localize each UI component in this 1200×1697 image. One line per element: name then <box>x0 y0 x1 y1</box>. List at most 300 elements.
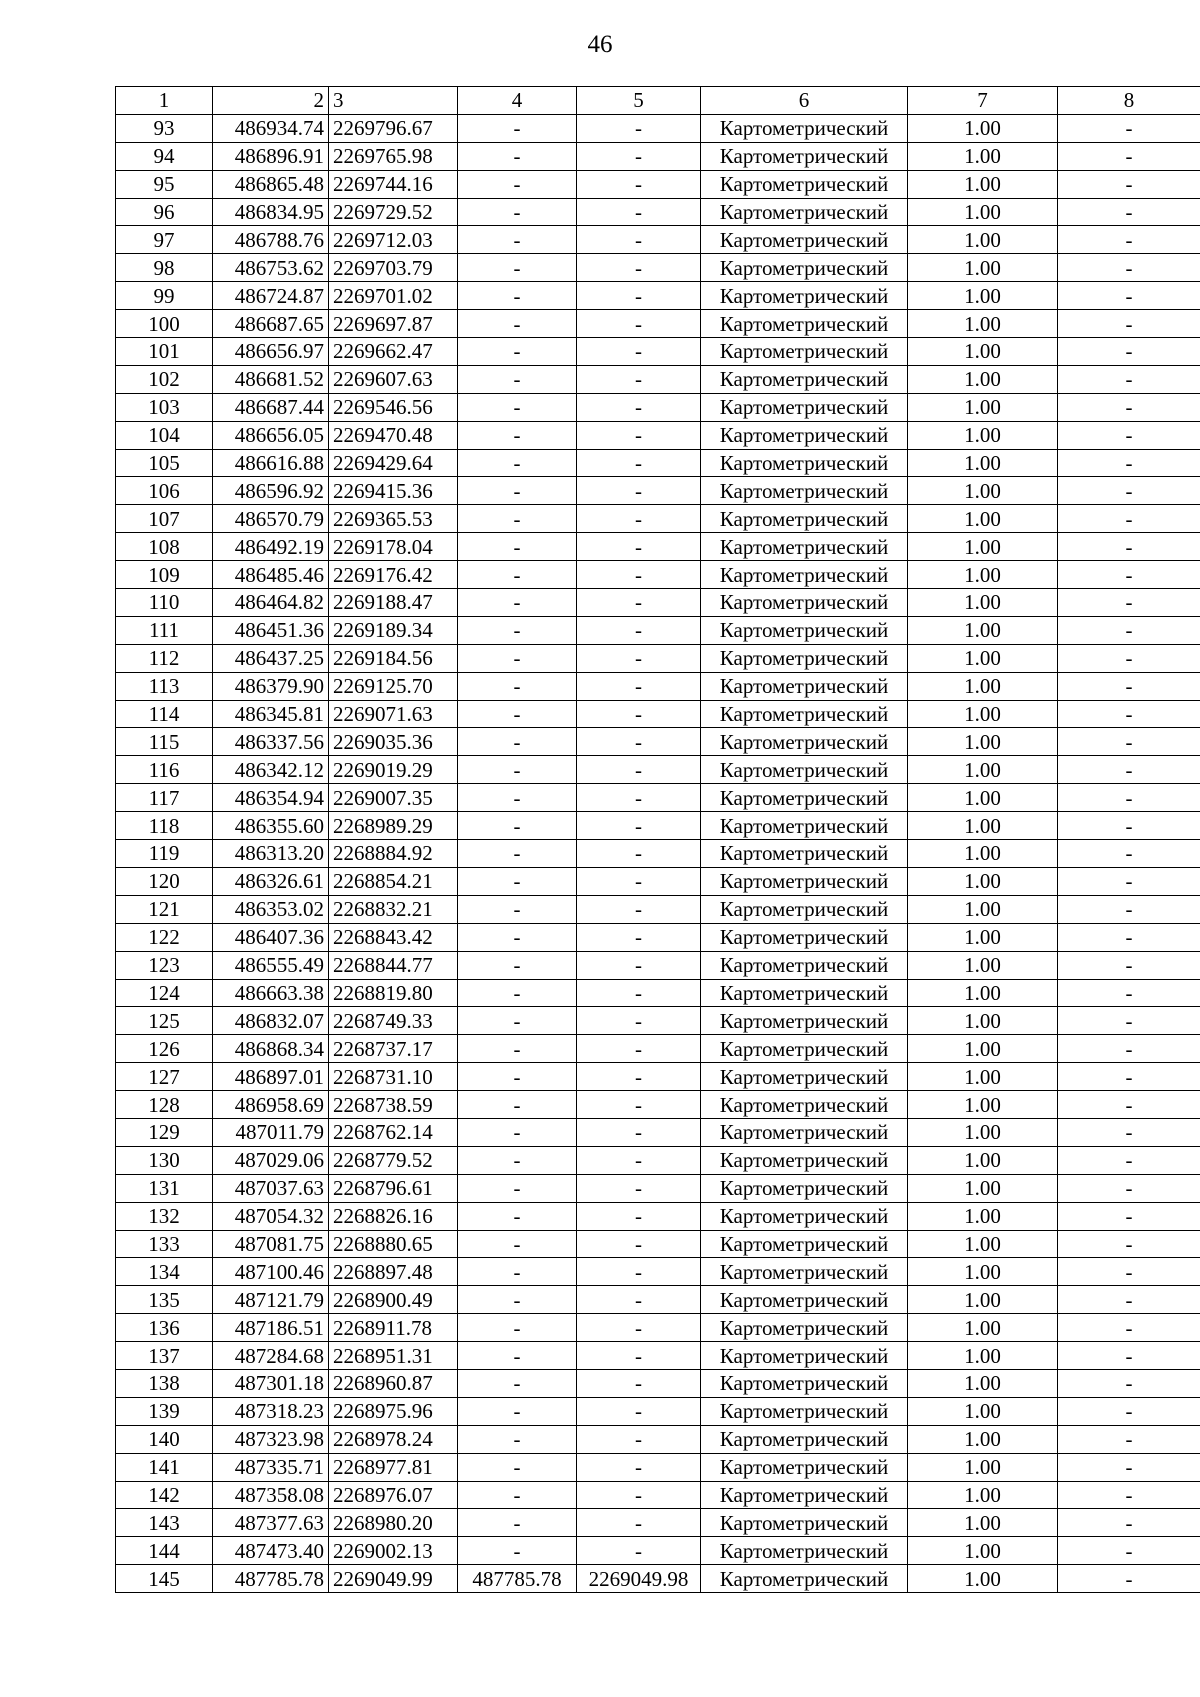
table-row <box>116 1007 1200 1035</box>
y-old-cell: - <box>577 672 701 700</box>
y-coordinate-cell: 2268980.20 <box>329 1509 458 1537</box>
point-number-cell: 136 <box>116 1314 213 1342</box>
accuracy-cell: 1.00 <box>908 365 1058 393</box>
y-old-cell: - <box>577 1063 701 1091</box>
point-number-cell: 100 <box>116 310 213 338</box>
table-row <box>116 700 1200 728</box>
table-row <box>116 282 1200 310</box>
y-coordinate-cell: 2268884.92 <box>329 840 458 868</box>
accuracy-cell: 1.00 <box>908 1035 1058 1063</box>
x-coordinate-cell: 486687.65 <box>213 310 329 338</box>
x-old-cell: - <box>458 254 577 282</box>
point-number-cell: 128 <box>116 1091 213 1119</box>
accuracy-cell: 1.00 <box>908 1342 1058 1370</box>
y-coordinate-cell: 2269035.36 <box>329 728 458 756</box>
accuracy-cell: 1.00 <box>908 1509 1058 1537</box>
accuracy-cell: 1.00 <box>908 449 1058 477</box>
table-row <box>116 226 1200 254</box>
description-cell: - <box>1058 393 1200 421</box>
x-coordinate-cell: 486407.36 <box>213 923 329 951</box>
method-cell: Картометрический <box>701 616 908 644</box>
table-row <box>116 114 1200 142</box>
accuracy-cell: 1.00 <box>908 867 1058 895</box>
description-cell: - <box>1058 421 1200 449</box>
method-cell: Картометрический <box>701 644 908 672</box>
x-old-cell: - <box>458 1146 577 1174</box>
x-old-cell: - <box>458 812 577 840</box>
point-number-cell: 134 <box>116 1258 213 1286</box>
y-old-cell: - <box>577 1202 701 1230</box>
y-coordinate-cell: 2268832.21 <box>329 895 458 923</box>
x-coordinate-cell: 486379.90 <box>213 672 329 700</box>
x-coordinate-cell: 487284.68 <box>213 1342 329 1370</box>
point-number-cell: 127 <box>116 1063 213 1091</box>
x-old-cell: - <box>458 393 577 421</box>
point-number-cell: 138 <box>116 1369 213 1397</box>
table-row <box>116 644 1200 672</box>
description-cell: - <box>1058 1342 1200 1370</box>
method-cell: Картометрический <box>701 114 908 142</box>
method-cell: Картометрический <box>701 895 908 923</box>
y-coordinate-cell: 2269607.63 <box>329 365 458 393</box>
x-coordinate-cell: 486934.74 <box>213 114 329 142</box>
point-number-cell: 112 <box>116 644 213 672</box>
accuracy-cell: 1.00 <box>908 644 1058 672</box>
point-number-cell: 101 <box>116 338 213 366</box>
method-cell: Картометрический <box>701 672 908 700</box>
y-old-cell: - <box>577 449 701 477</box>
description-cell: - <box>1058 1509 1200 1537</box>
point-number-cell: 113 <box>116 672 213 700</box>
table-row <box>116 1369 1200 1397</box>
x-coordinate-cell: 486687.44 <box>213 393 329 421</box>
accuracy-cell: 1.00 <box>908 477 1058 505</box>
x-old-cell: - <box>458 1425 577 1453</box>
accuracy-cell: 1.00 <box>908 728 1058 756</box>
description-cell: - <box>1058 533 1200 561</box>
description-cell: - <box>1058 728 1200 756</box>
table-row <box>116 951 1200 979</box>
description-cell: - <box>1058 923 1200 951</box>
table-row <box>116 979 1200 1007</box>
y-coordinate-cell: 2269697.87 <box>329 310 458 338</box>
point-number-cell: 111 <box>116 616 213 644</box>
y-coordinate-cell: 2269712.03 <box>329 226 458 254</box>
accuracy-cell: 1.00 <box>908 1118 1058 1146</box>
description-cell: - <box>1058 1035 1200 1063</box>
table-row <box>116 923 1200 951</box>
y-old-cell: 2269049.98 <box>577 1565 701 1593</box>
table-row <box>116 728 1200 756</box>
point-number-cell: 106 <box>116 477 213 505</box>
method-cell: Картометрический <box>701 477 908 505</box>
y-coordinate-cell: 2268762.14 <box>329 1118 458 1146</box>
description-cell: - <box>1058 1091 1200 1119</box>
x-coordinate-cell: 486865.48 <box>213 170 329 198</box>
y-old-cell: - <box>577 310 701 338</box>
x-coordinate-cell: 487358.08 <box>213 1481 329 1509</box>
y-coordinate-cell: 2268978.24 <box>329 1425 458 1453</box>
x-coordinate-cell: 487121.79 <box>213 1286 329 1314</box>
y-coordinate-cell: 2269546.56 <box>329 393 458 421</box>
x-coordinate-cell: 486834.95 <box>213 198 329 226</box>
point-number-cell: 104 <box>116 421 213 449</box>
y-old-cell: - <box>577 700 701 728</box>
accuracy-cell: 1.00 <box>908 616 1058 644</box>
table-row <box>116 533 1200 561</box>
table-row <box>116 1091 1200 1119</box>
point-number-cell: 140 <box>116 1425 213 1453</box>
description-cell: - <box>1058 1258 1200 1286</box>
method-cell: Картометрический <box>701 728 908 756</box>
y-coordinate-cell: 2269189.34 <box>329 616 458 644</box>
x-old-cell: - <box>458 1314 577 1342</box>
accuracy-cell: 1.00 <box>908 672 1058 700</box>
y-old-cell: - <box>577 756 701 784</box>
method-cell: Картометрический <box>701 1453 908 1481</box>
y-old-cell: - <box>577 812 701 840</box>
method-cell: Картометрический <box>701 1565 908 1593</box>
point-number-cell: 119 <box>116 840 213 868</box>
point-number-cell: 99 <box>116 282 213 310</box>
y-coordinate-cell: 2269765.98 <box>329 142 458 170</box>
x-old-cell: - <box>458 840 577 868</box>
description-cell: - <box>1058 561 1200 589</box>
method-cell: Картометрический <box>701 1314 908 1342</box>
point-number-cell: 126 <box>116 1035 213 1063</box>
x-coordinate-cell: 486681.52 <box>213 365 329 393</box>
x-old-cell: - <box>458 1202 577 1230</box>
x-old-cell: - <box>458 226 577 254</box>
y-old-cell: - <box>577 254 701 282</box>
y-coordinate-cell: 2269019.29 <box>329 756 458 784</box>
y-coordinate-cell: 2268960.87 <box>329 1369 458 1397</box>
description-cell: - <box>1058 867 1200 895</box>
y-coordinate-cell: 2268854.21 <box>329 867 458 895</box>
coordinates-table <box>115 86 1200 1593</box>
point-number-cell: 123 <box>116 951 213 979</box>
method-cell: Картометрический <box>701 365 908 393</box>
x-coordinate-cell: 486656.97 <box>213 338 329 366</box>
y-coordinate-cell: 2269729.52 <box>329 198 458 226</box>
method-cell: Картометрический <box>701 533 908 561</box>
description-cell: - <box>1058 226 1200 254</box>
x-old-cell: - <box>458 923 577 951</box>
y-old-cell: - <box>577 477 701 505</box>
x-old-cell: - <box>458 951 577 979</box>
table-row <box>116 1258 1200 1286</box>
table-row <box>116 1397 1200 1425</box>
column-header: 7 <box>908 87 1058 115</box>
y-old-cell: - <box>577 951 701 979</box>
method-cell: Картометрический <box>701 1397 908 1425</box>
x-old-cell: - <box>458 505 577 533</box>
description-cell: - <box>1058 1230 1200 1258</box>
y-old-cell: - <box>577 1258 701 1286</box>
y-old-cell: - <box>577 561 701 589</box>
method-cell: Картометрический <box>701 1342 908 1370</box>
description-cell: - <box>1058 700 1200 728</box>
column-header: 6 <box>701 87 908 115</box>
x-coordinate-cell: 487473.40 <box>213 1537 329 1565</box>
x-coordinate-cell: 486355.60 <box>213 812 329 840</box>
method-cell: Картометрический <box>701 254 908 282</box>
y-coordinate-cell: 2269365.53 <box>329 505 458 533</box>
x-old-cell: - <box>458 589 577 617</box>
y-coordinate-cell: 2268976.07 <box>329 1481 458 1509</box>
table-row <box>116 421 1200 449</box>
description-cell: - <box>1058 1286 1200 1314</box>
y-old-cell: - <box>577 895 701 923</box>
method-cell: Картометрический <box>701 1425 908 1453</box>
table-row <box>116 1035 1200 1063</box>
x-coordinate-cell: 487029.06 <box>213 1146 329 1174</box>
point-number-cell: 114 <box>116 700 213 728</box>
y-old-cell: - <box>577 1091 701 1119</box>
point-number-cell: 98 <box>116 254 213 282</box>
y-old-cell: - <box>577 1314 701 1342</box>
method-cell: Картометрический <box>701 1369 908 1397</box>
y-coordinate-cell: 2268975.96 <box>329 1397 458 1425</box>
accuracy-cell: 1.00 <box>908 951 1058 979</box>
x-old-cell: - <box>458 644 577 672</box>
description-cell: - <box>1058 979 1200 1007</box>
accuracy-cell: 1.00 <box>908 756 1058 784</box>
table-row <box>116 449 1200 477</box>
x-coordinate-cell: 486353.02 <box>213 895 329 923</box>
y-coordinate-cell: 2268911.78 <box>329 1314 458 1342</box>
x-coordinate-cell: 486958.69 <box>213 1091 329 1119</box>
table-row <box>116 756 1200 784</box>
y-old-cell: - <box>577 728 701 756</box>
description-cell: - <box>1058 895 1200 923</box>
description-cell: - <box>1058 1453 1200 1481</box>
x-old-cell: - <box>458 1258 577 1286</box>
table-row <box>116 198 1200 226</box>
y-old-cell: - <box>577 226 701 254</box>
y-old-cell: - <box>577 421 701 449</box>
y-old-cell: - <box>577 365 701 393</box>
x-old-cell: - <box>458 1174 577 1202</box>
accuracy-cell: 1.00 <box>908 979 1058 1007</box>
table-row <box>116 1481 1200 1509</box>
point-number-cell: 105 <box>116 449 213 477</box>
y-coordinate-cell: 2269176.42 <box>329 561 458 589</box>
description-cell: - <box>1058 812 1200 840</box>
description-cell: - <box>1058 1118 1200 1146</box>
x-old-cell: - <box>458 979 577 1007</box>
description-cell: - <box>1058 254 1200 282</box>
accuracy-cell: 1.00 <box>908 114 1058 142</box>
x-old-cell: - <box>458 282 577 310</box>
x-old-cell: 487785.78 <box>458 1565 577 1593</box>
x-coordinate-cell: 486342.12 <box>213 756 329 784</box>
description-cell: - <box>1058 1007 1200 1035</box>
accuracy-cell: 1.00 <box>908 338 1058 366</box>
y-coordinate-cell: 2269701.02 <box>329 282 458 310</box>
method-cell: Картометрический <box>701 1509 908 1537</box>
y-old-cell: - <box>577 784 701 812</box>
accuracy-cell: 1.00 <box>908 561 1058 589</box>
table-row <box>116 1565 1200 1593</box>
y-coordinate-cell: 2269796.67 <box>329 114 458 142</box>
method-cell: Картометрический <box>701 561 908 589</box>
table-row <box>116 1230 1200 1258</box>
point-number-cell: 116 <box>116 756 213 784</box>
table-row <box>116 1314 1200 1342</box>
table-row <box>116 1509 1200 1537</box>
accuracy-cell: 1.00 <box>908 198 1058 226</box>
table-row <box>116 561 1200 589</box>
x-old-cell: - <box>458 1509 577 1537</box>
y-coordinate-cell: 2269662.47 <box>329 338 458 366</box>
y-coordinate-cell: 2269071.63 <box>329 700 458 728</box>
x-coordinate-cell: 486345.81 <box>213 700 329 728</box>
x-coordinate-cell: 487100.46 <box>213 1258 329 1286</box>
x-coordinate-cell: 486868.34 <box>213 1035 329 1063</box>
accuracy-cell: 1.00 <box>908 1258 1058 1286</box>
y-old-cell: - <box>577 589 701 617</box>
accuracy-cell: 1.00 <box>908 1425 1058 1453</box>
x-old-cell: - <box>458 700 577 728</box>
x-old-cell: - <box>458 672 577 700</box>
y-old-cell: - <box>577 644 701 672</box>
point-number-cell: 129 <box>116 1118 213 1146</box>
table-row <box>116 895 1200 923</box>
accuracy-cell: 1.00 <box>908 421 1058 449</box>
point-number-cell: 120 <box>116 867 213 895</box>
x-coordinate-cell: 486354.94 <box>213 784 329 812</box>
method-cell: Картометрический <box>701 170 908 198</box>
x-coordinate-cell: 486832.07 <box>213 1007 329 1035</box>
description-cell: - <box>1058 477 1200 505</box>
x-old-cell: - <box>458 365 577 393</box>
method-cell: Картометрический <box>701 589 908 617</box>
description-cell: - <box>1058 672 1200 700</box>
y-old-cell: - <box>577 1342 701 1370</box>
accuracy-cell: 1.00 <box>908 1397 1058 1425</box>
y-old-cell: - <box>577 393 701 421</box>
table-row <box>116 1063 1200 1091</box>
accuracy-cell: 1.00 <box>908 310 1058 338</box>
description-cell: - <box>1058 282 1200 310</box>
column-header: 3 <box>329 87 458 115</box>
method-cell: Картометрический <box>701 1007 908 1035</box>
column-header: 2 <box>213 87 329 115</box>
method-cell: Картометрический <box>701 1202 908 1230</box>
accuracy-cell: 1.00 <box>908 1286 1058 1314</box>
x-old-cell: - <box>458 1481 577 1509</box>
table-row <box>116 1202 1200 1230</box>
point-number-cell: 139 <box>116 1397 213 1425</box>
table-row <box>116 142 1200 170</box>
table-row <box>116 477 1200 505</box>
y-old-cell: - <box>577 1425 701 1453</box>
y-coordinate-cell: 2268977.81 <box>329 1453 458 1481</box>
method-cell: Картометрический <box>701 1146 908 1174</box>
method-cell: Картометрический <box>701 784 908 812</box>
x-coordinate-cell: 487323.98 <box>213 1425 329 1453</box>
y-coordinate-cell: 2269415.36 <box>329 477 458 505</box>
x-old-cell: - <box>458 1369 577 1397</box>
y-coordinate-cell: 2269744.16 <box>329 170 458 198</box>
y-coordinate-cell: 2268796.61 <box>329 1174 458 1202</box>
description-cell: - <box>1058 616 1200 644</box>
y-old-cell: - <box>577 1369 701 1397</box>
point-number-cell: 93 <box>116 114 213 142</box>
accuracy-cell: 1.00 <box>908 393 1058 421</box>
y-old-cell: - <box>577 1397 701 1425</box>
table-body <box>116 114 1200 1592</box>
x-coordinate-cell: 487186.51 <box>213 1314 329 1342</box>
table-row <box>116 812 1200 840</box>
x-old-cell: - <box>458 477 577 505</box>
description-cell: - <box>1058 1481 1200 1509</box>
y-coordinate-cell: 2269703.79 <box>329 254 458 282</box>
point-number-cell: 115 <box>116 728 213 756</box>
column-header: 5 <box>577 87 701 115</box>
table-row <box>116 1118 1200 1146</box>
accuracy-cell: 1.00 <box>908 895 1058 923</box>
description-cell: - <box>1058 951 1200 979</box>
table-row <box>116 505 1200 533</box>
x-coordinate-cell: 487011.79 <box>213 1118 329 1146</box>
point-number-cell: 117 <box>116 784 213 812</box>
y-coordinate-cell: 2269002.13 <box>329 1537 458 1565</box>
method-cell: Картометрический <box>701 979 908 1007</box>
x-coordinate-cell: 487081.75 <box>213 1230 329 1258</box>
method-cell: Картометрический <box>701 1481 908 1509</box>
accuracy-cell: 1.00 <box>908 840 1058 868</box>
y-coordinate-cell: 2268951.31 <box>329 1342 458 1370</box>
x-coordinate-cell: 487377.63 <box>213 1509 329 1537</box>
x-old-cell: - <box>458 756 577 784</box>
y-old-cell: - <box>577 1007 701 1035</box>
point-number-cell: 132 <box>116 1202 213 1230</box>
description-cell: - <box>1058 1063 1200 1091</box>
method-cell: Картометрический <box>701 226 908 254</box>
method-cell: Картометрический <box>701 1091 908 1119</box>
y-old-cell: - <box>577 114 701 142</box>
x-old-cell: - <box>458 449 577 477</box>
y-old-cell: - <box>577 1146 701 1174</box>
x-coordinate-cell: 486492.19 <box>213 533 329 561</box>
table-row <box>116 672 1200 700</box>
table-row <box>116 365 1200 393</box>
description-cell: - <box>1058 1146 1200 1174</box>
y-old-cell: - <box>577 1453 701 1481</box>
description-cell: - <box>1058 784 1200 812</box>
x-coordinate-cell: 486897.01 <box>213 1063 329 1091</box>
method-cell: Картометрический <box>701 1118 908 1146</box>
point-number-cell: 94 <box>116 142 213 170</box>
description-cell: - <box>1058 505 1200 533</box>
y-coordinate-cell: 2268844.77 <box>329 951 458 979</box>
table-row <box>116 254 1200 282</box>
x-coordinate-cell: 486570.79 <box>213 505 329 533</box>
accuracy-cell: 1.00 <box>908 170 1058 198</box>
table-row <box>116 589 1200 617</box>
x-old-cell: - <box>458 728 577 756</box>
y-coordinate-cell: 2268843.42 <box>329 923 458 951</box>
method-cell: Картометрический <box>701 1230 908 1258</box>
table-row <box>116 840 1200 868</box>
accuracy-cell: 1.00 <box>908 1537 1058 1565</box>
point-number-cell: 141 <box>116 1453 213 1481</box>
method-cell: Картометрический <box>701 142 908 170</box>
accuracy-cell: 1.00 <box>908 505 1058 533</box>
accuracy-cell: 1.00 <box>908 1314 1058 1342</box>
